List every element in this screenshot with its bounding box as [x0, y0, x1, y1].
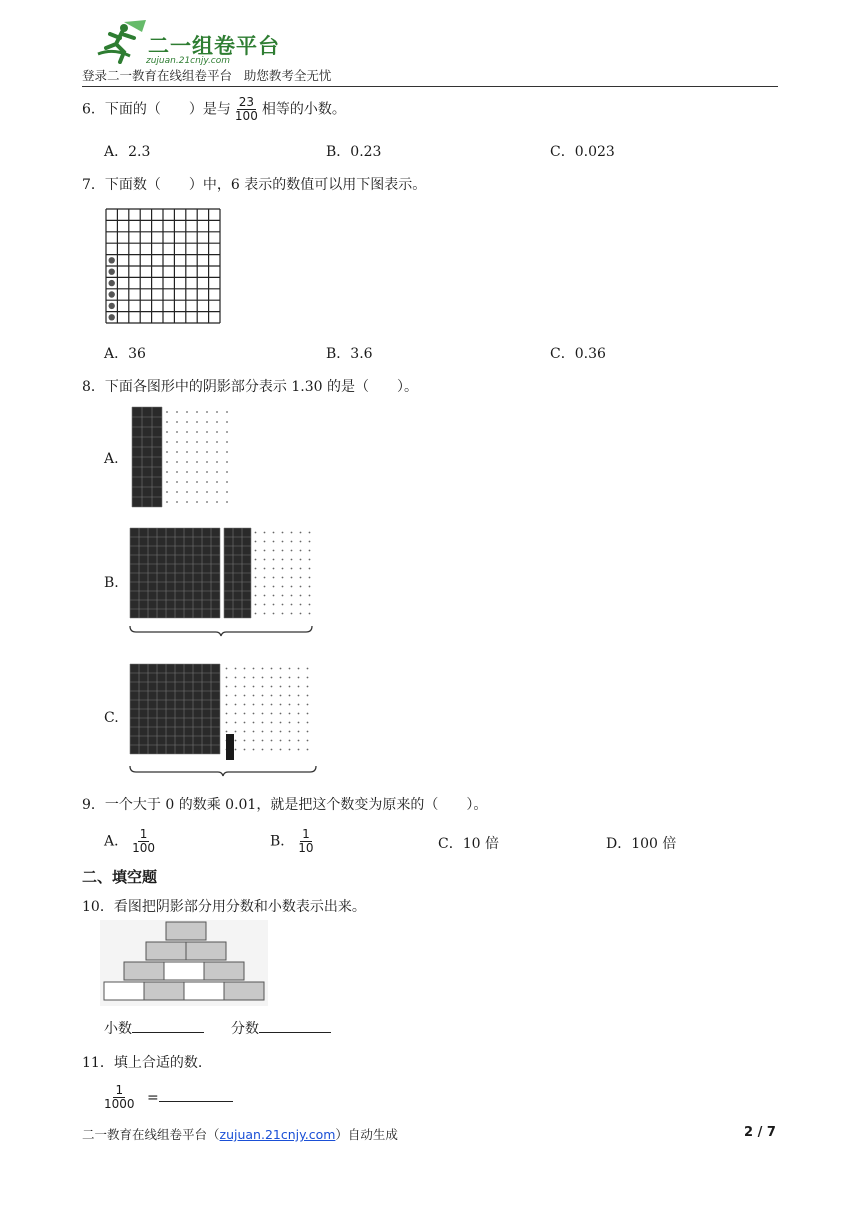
brick	[186, 942, 226, 960]
question-6-suffix: 相等的小数。	[261, 101, 346, 118]
q10-decimal-blank[interactable]	[132, 1020, 204, 1033]
q8-option-c-label[interactable]: C.	[104, 710, 119, 726]
header	[82, 18, 782, 88]
brick	[146, 942, 186, 960]
question-6-prefix: 6．下面的（ ）是与	[82, 101, 231, 118]
q8-c-brace	[130, 766, 316, 776]
q10-brick-pyramid-figure	[100, 920, 268, 1006]
brick	[224, 982, 264, 1000]
brick	[204, 962, 244, 980]
q6-option-c[interactable]: C．0.023	[550, 144, 615, 160]
logo-url: zujuan.21cnjy.com	[146, 56, 231, 66]
q7-option-c[interactable]: C．0.36	[550, 346, 606, 362]
q6-option-b[interactable]: B．0.23	[326, 144, 382, 160]
q10-fraction-blank[interactable]	[259, 1020, 331, 1033]
brick	[144, 982, 184, 1000]
brick	[104, 982, 144, 1000]
q8-b-brace	[130, 626, 312, 636]
q9-option-a[interactable]: A． $\frac{1}{100}$	[104, 827, 156, 855]
question-10: 10．看图把阴影部分用分数和小数表示出来。	[82, 899, 366, 915]
footer-link[interactable]: zujuan.21cnjy.com	[219, 1127, 336, 1142]
section-title-fill-in: 二、填空题	[82, 868, 158, 886]
q8-option-a-figure[interactable]	[130, 405, 236, 509]
q8-option-b-label[interactable]: B.	[104, 575, 119, 591]
q9-option-c[interactable]: C．10 倍	[438, 836, 499, 852]
question-8: 8．下面各图形中的阴影部分表示 1.30 的是（ ）。	[82, 379, 418, 395]
page-number: 2 / 7	[744, 1125, 776, 1140]
q9-option-b[interactable]: B． $\frac{1}{10}$	[270, 827, 314, 855]
header-divider	[82, 86, 778, 87]
q10-fraction-answer[interactable]: 分数	[231, 1018, 331, 1038]
logo-runner-icon	[94, 18, 154, 64]
q6-option-a[interactable]: A．2.3	[104, 144, 151, 160]
q8-option-c-figure[interactable]	[128, 662, 320, 778]
q10-decimal-answer[interactable]: 小数	[104, 1018, 204, 1038]
q11-equation[interactable]: $\frac{1}{1000}$ =	[100, 1084, 233, 1111]
logo-text: 二一组卷平台	[148, 34, 280, 58]
question-6-fraction: $\frac{23}{100}$	[234, 95, 258, 123]
question-9: 9．一个大于 0 的数乘 0.01，就是把这个数变为原来的（ ）。	[82, 797, 488, 813]
question-6	[82, 96, 346, 123]
q8-option-a-label[interactable]: A.	[104, 451, 119, 467]
brick	[166, 922, 206, 940]
brick	[124, 962, 164, 980]
brick	[164, 962, 204, 980]
q8-option-b-figure[interactable]	[128, 524, 314, 638]
brick	[184, 982, 224, 1000]
footer: 二一教育在线组卷平台（zujuan.21cnjy.com）自动生成	[82, 1127, 398, 1142]
question-11: 11．填上合适的数.	[82, 1055, 203, 1071]
q7-option-b[interactable]: B．3.6	[326, 346, 373, 362]
question-7: 7．下面数（ ）中，6 表示的数值可以用下图表示。	[82, 177, 427, 193]
q11-blank[interactable]	[159, 1089, 233, 1102]
q7-hundred-grid-figure	[104, 207, 222, 325]
header-slogan: 登录二一教育在线组卷平台 助您教考全无忧	[82, 68, 332, 83]
q9-option-d[interactable]: D．100 倍	[606, 836, 677, 852]
q7-option-a[interactable]: A．36	[104, 346, 146, 362]
